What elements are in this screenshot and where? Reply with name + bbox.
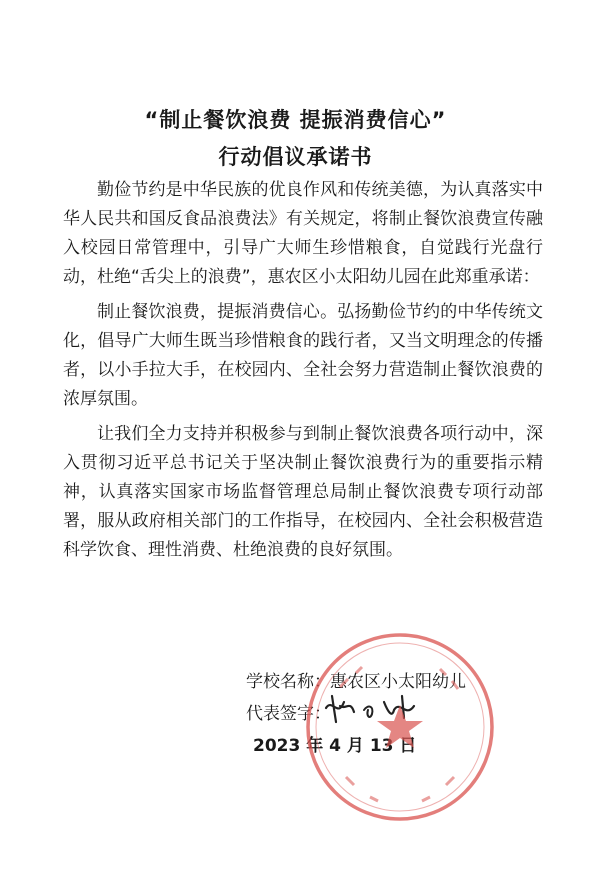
document-body bbox=[63, 176, 543, 571]
school-name-value: 惠农区小太阳幼儿 bbox=[330, 672, 466, 692]
school-name-label: 学校名称： bbox=[246, 672, 331, 692]
document-title-line2: 行动倡议承诺书 bbox=[218, 145, 373, 169]
document-title-line1: “制止餐饮浪费 提振消费信心” bbox=[144, 108, 447, 132]
paragraph-3: 让我们全力支持并积极参与到制止餐饮浪费各项行动中，深入贯彻习近平总书记关于坚决制止餐饮浪费行为的重要指示精神，认真落实国家市场监督管理总局制止餐饮浪费专项行动部署，服从政府相关部门的工作指导，在校园内、全社会积极营造科学饮食、理性消费、杜绝浪费的良好氛围。 bbox=[63, 424, 543, 560]
paragraph-1: 勤俭节约是中华民族的优良作风和传统美德，为认真落实中华人民共和国反食品浪费法》有关规定，将制止餐饮浪费宣传融入校园日常管理中，引导广大师生珍惜粮食，自觉践行光盘行动，杜绝“舌尖上的浪费”，惠农区小太阳幼儿园在此郑重承诺： bbox=[63, 180, 543, 287]
representative-label: 代表签字： bbox=[246, 704, 331, 724]
official-seal-icon bbox=[300, 627, 500, 827]
document-date: 2023 年 4 月 13 日 bbox=[253, 736, 417, 756]
paragraph-2: 制止餐饮浪费，提振消费信心。弘扬勤俭节约的中华传统文化，倡导广大师生既当珍惜粮食的践行者，又当文明理念的传播者，以小手拉大手，在校园内、全社会努力营造制止餐饮浪费的浓厚氛围。 bbox=[63, 302, 543, 409]
